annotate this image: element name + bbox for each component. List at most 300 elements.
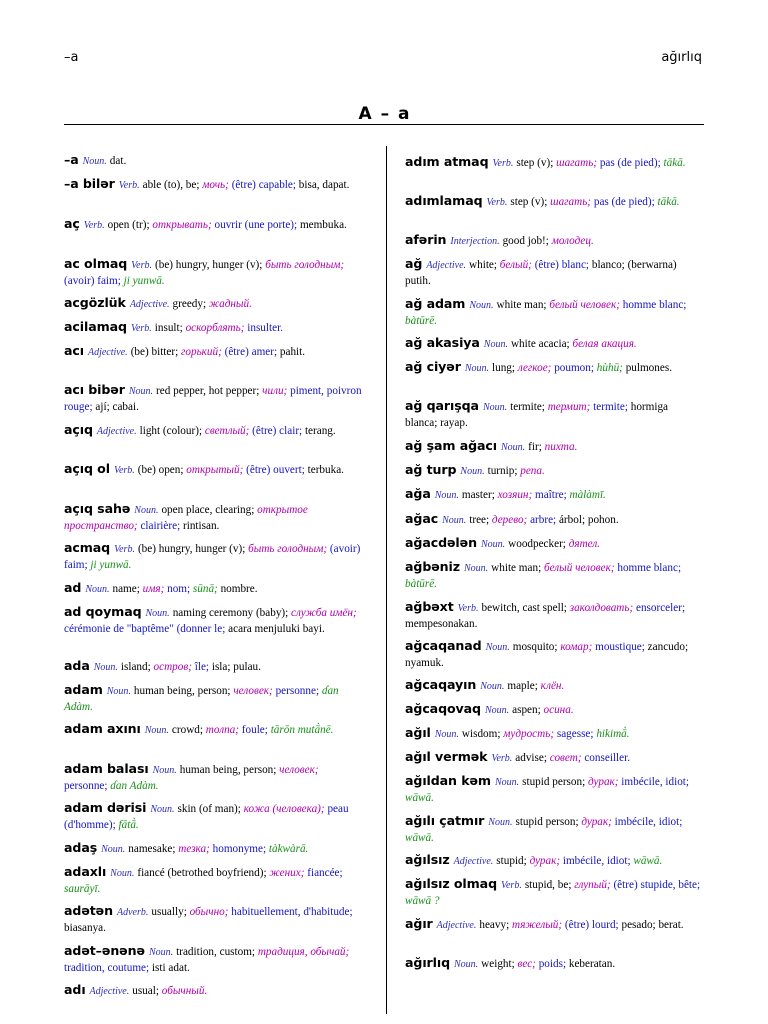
translation-ha: fātā̀. bbox=[118, 818, 139, 831]
part-of-speech: Noun. bbox=[145, 608, 170, 619]
translation-ot: pesado; berat. bbox=[621, 919, 684, 931]
translation-fr: personne; bbox=[275, 685, 322, 697]
translation-ru: хозяин; bbox=[497, 489, 535, 501]
dictionary-entry bbox=[64, 501, 362, 534]
translation-ru: жених; bbox=[269, 867, 308, 879]
headword: acilamaq bbox=[64, 319, 127, 334]
part-of-speech: Noun. bbox=[480, 539, 506, 550]
dictionary-entry bbox=[405, 749, 703, 767]
part-of-speech: Adjective. bbox=[436, 920, 477, 931]
headword: açıq bbox=[64, 422, 93, 437]
translation-ru: мудрость; bbox=[503, 728, 557, 740]
translation-ru: открывать; bbox=[152, 219, 215, 231]
dictionary-entry bbox=[405, 813, 703, 846]
translation-fr: poids; bbox=[538, 958, 569, 970]
part-of-speech: Noun. bbox=[152, 765, 177, 776]
translation-ru: термит; bbox=[547, 401, 594, 413]
running-header-last-word: ağırlıq bbox=[661, 50, 702, 65]
translation-fr: homme blanc; bbox=[622, 299, 687, 311]
headword: adaxlı bbox=[64, 864, 107, 879]
translation-ru: репа. bbox=[520, 465, 545, 477]
dictionary-entry bbox=[64, 604, 362, 637]
translation-en: white man; bbox=[496, 299, 550, 311]
translation-ot: zancudo; nyamuk. bbox=[405, 641, 689, 669]
dictionary-entry bbox=[64, 800, 362, 833]
headword: ağ akasiya bbox=[405, 335, 480, 350]
translation-en: woodpecker; bbox=[508, 538, 569, 550]
headword: –a bilər bbox=[64, 176, 115, 191]
translation-en: step (v); bbox=[516, 157, 557, 169]
translation-en: naming ceremony (baby); bbox=[172, 607, 292, 619]
translation-ot: isti adat. bbox=[151, 961, 190, 974]
translation-ru: комар; bbox=[560, 641, 596, 653]
translation-ru: совет; bbox=[549, 752, 585, 764]
translation-ha: ji yunwā. bbox=[90, 558, 132, 571]
translation-en: aspen; bbox=[512, 704, 544, 716]
translation-fr: insulter. bbox=[247, 322, 283, 334]
translation-en: step (v); bbox=[510, 196, 551, 208]
translation-fr: tradition, coutume; bbox=[64, 961, 152, 974]
part-of-speech: Noun. bbox=[460, 466, 485, 477]
translation-ru: служба имён; bbox=[291, 607, 357, 619]
translation-en: dat. bbox=[109, 155, 127, 167]
part-of-speech: Noun. bbox=[494, 777, 520, 788]
translation-fr: imbécile, idiot; bbox=[621, 776, 690, 788]
headword: adaş bbox=[64, 840, 98, 855]
translation-ha: wāwā. bbox=[405, 831, 434, 844]
headword: ağ bbox=[405, 256, 423, 271]
part-of-speech: Verb. bbox=[118, 180, 140, 191]
dictionary-entry bbox=[405, 232, 703, 250]
part-of-speech: Verb. bbox=[113, 465, 135, 476]
headword: açıq sahə bbox=[64, 501, 131, 516]
part-of-speech: Noun. bbox=[483, 339, 508, 350]
translation-ru: глупый; bbox=[574, 879, 614, 891]
part-of-speech: Noun. bbox=[134, 505, 159, 516]
translation-fr: poumon; bbox=[554, 362, 597, 374]
part-of-speech: Noun. bbox=[434, 490, 459, 501]
translation-ha: hikimā̀. bbox=[596, 728, 630, 740]
part-of-speech: Adjective. bbox=[129, 299, 170, 310]
translation-ha: wāwā. bbox=[405, 791, 434, 804]
headword: ağ qarışqa bbox=[405, 398, 479, 413]
translation-ha: ɗan Adàm. bbox=[110, 779, 159, 792]
headword: adı bbox=[64, 982, 86, 997]
translation-ha: tàkwàrā. bbox=[268, 843, 309, 855]
translation-en: heavy; bbox=[479, 919, 512, 931]
translation-ot: membuka. bbox=[299, 219, 347, 231]
part-of-speech: Verb. bbox=[114, 544, 135, 555]
translation-fr: (avoir) faim; bbox=[64, 274, 124, 287]
translation-ru: традиция, обычай; bbox=[257, 946, 350, 958]
part-of-speech: Adjective. bbox=[96, 426, 137, 437]
translation-fr: pas (de pied); bbox=[593, 196, 658, 208]
translation-en: white acacia; bbox=[510, 338, 573, 350]
headword: adətən bbox=[64, 903, 113, 918]
headword: ağcaqanad bbox=[405, 638, 482, 653]
translation-ha: ji yunwā. bbox=[123, 274, 165, 287]
translation-ru: молодец. bbox=[551, 235, 594, 247]
headword: acgözlük bbox=[64, 295, 126, 310]
headword: adət–ənənə bbox=[64, 943, 145, 958]
headword: adam balası bbox=[64, 761, 149, 776]
part-of-speech: Verb. bbox=[500, 880, 522, 891]
translation-ru: обычно; bbox=[189, 906, 232, 918]
dictionary-entry bbox=[64, 422, 362, 440]
headword: aç bbox=[64, 216, 80, 231]
translation-fr: moustique; bbox=[595, 641, 648, 653]
dictionary-entry bbox=[405, 916, 703, 934]
translation-ot: acara menjuluki bayi. bbox=[228, 622, 325, 635]
translation-fr: (être) lourd; bbox=[564, 919, 622, 931]
headword: ağac bbox=[405, 511, 439, 526]
translation-fr: arbre; bbox=[530, 514, 559, 526]
headword: ağılsız olmaq bbox=[405, 876, 497, 891]
translation-en: tradition, custom; bbox=[176, 946, 258, 958]
translation-ha: wāwā. bbox=[633, 855, 663, 867]
dictionary-entry bbox=[405, 701, 703, 719]
translation-fr: clairière; bbox=[140, 519, 183, 532]
dictionary-entry bbox=[405, 438, 703, 456]
translation-en: stupid, be; bbox=[524, 879, 575, 891]
dictionary-entry bbox=[64, 176, 362, 194]
translation-en: human being, person; bbox=[179, 764, 280, 776]
part-of-speech: Noun. bbox=[148, 947, 174, 958]
translation-ru: тезка; bbox=[178, 843, 213, 855]
headword: adam dərisi bbox=[64, 800, 147, 815]
translation-en: able (to), be; bbox=[142, 179, 203, 191]
translation-fr: nom; bbox=[167, 583, 193, 595]
translation-ot: isla; pulau. bbox=[211, 661, 261, 673]
translation-en: island; bbox=[120, 661, 154, 673]
translation-ru: открытый; bbox=[186, 464, 247, 476]
headword: ağcaqayın bbox=[405, 677, 477, 692]
translation-ru: белая акация. bbox=[572, 338, 637, 350]
dictionary-entry bbox=[405, 256, 703, 289]
part-of-speech: Verb. bbox=[131, 260, 152, 271]
translation-ru: белый; bbox=[499, 259, 535, 271]
part-of-speech: Noun. bbox=[93, 662, 118, 673]
translation-en: open (tr); bbox=[107, 219, 153, 231]
translation-ot: hormiga blanca; rayap. bbox=[405, 401, 669, 429]
part-of-speech: Noun. bbox=[85, 584, 110, 595]
translation-en: insult; bbox=[154, 322, 186, 334]
part-of-speech: Noun. bbox=[501, 442, 526, 453]
translation-ru: оскорблять; bbox=[185, 322, 248, 334]
translation-en: turnip; bbox=[487, 465, 521, 477]
translation-ru: имя; bbox=[142, 583, 168, 595]
dictionary-entry bbox=[64, 540, 362, 573]
translation-en: open place, clearing; bbox=[161, 504, 258, 516]
translation-fr: (être) stupide, bête; bbox=[613, 879, 701, 891]
translation-ot: blanco; (berwarna) putih. bbox=[405, 259, 677, 287]
translation-ha: saurāyī. bbox=[64, 882, 101, 895]
dictionary-entry bbox=[405, 486, 703, 504]
translation-en: (be) hungry, hunger (v); bbox=[155, 259, 266, 271]
translation-en: good job!; bbox=[502, 235, 552, 247]
headword: ad qoymaq bbox=[64, 604, 142, 619]
translation-ot: bisa, dapat. bbox=[298, 179, 350, 191]
translation-ru: жадный. bbox=[208, 298, 252, 310]
translation-fr: piment, poivron rouge; bbox=[64, 385, 362, 413]
part-of-speech: Verb. bbox=[130, 323, 152, 334]
headword: ağbəniz bbox=[405, 559, 460, 574]
headword: adımlamaq bbox=[405, 193, 483, 208]
dictionary-entry bbox=[64, 256, 362, 289]
translation-en: wisdom; bbox=[461, 728, 504, 740]
part-of-speech: Noun. bbox=[106, 686, 131, 697]
translation-en: advise; bbox=[515, 752, 550, 764]
dictionary-entry bbox=[64, 682, 362, 715]
translation-fr: homonyme; bbox=[212, 843, 269, 855]
translation-ot: keberatan. bbox=[568, 958, 616, 970]
translation-en: maple; bbox=[507, 680, 541, 692]
translation-ru: легкое; bbox=[517, 362, 555, 374]
translation-ha: ɗan Adàm. bbox=[64, 685, 339, 713]
translation-ru: шагать; bbox=[550, 196, 594, 208]
headword: açıq ol bbox=[64, 461, 110, 476]
translation-ru: быть голодным; bbox=[248, 543, 330, 555]
dictionary-entry bbox=[64, 152, 362, 170]
translation-fr: peau (d'homme); bbox=[64, 803, 349, 831]
translation-en: bewitch, cast spell; bbox=[481, 602, 570, 614]
dictionary-entry bbox=[64, 343, 362, 361]
part-of-speech: Adjective. bbox=[89, 986, 130, 997]
dictionary-entry bbox=[64, 982, 362, 1000]
translation-fr: cérémonie de "baptême" (donner le; bbox=[64, 622, 229, 635]
translation-en: name; bbox=[112, 583, 143, 595]
translation-ru: дурак; bbox=[581, 816, 615, 828]
translation-ru: горький; bbox=[181, 346, 225, 358]
headword: ağcaqovaq bbox=[405, 701, 481, 716]
translation-ru: чили; bbox=[262, 385, 291, 397]
dictionary-entry bbox=[64, 461, 362, 479]
translation-ru: клён. bbox=[540, 680, 565, 692]
dictionary-entry bbox=[405, 193, 703, 211]
dictionary-entry bbox=[64, 580, 362, 598]
translation-fr: (être) blanc; bbox=[534, 259, 592, 271]
translation-fr: sagesse; bbox=[556, 728, 597, 740]
translation-ot: terang. bbox=[304, 425, 336, 437]
part-of-speech: Adjective. bbox=[87, 347, 128, 358]
part-of-speech: Verb. bbox=[486, 197, 508, 208]
dictionary-entry bbox=[405, 725, 703, 743]
translation-ru: человек; bbox=[279, 764, 319, 776]
headword: acı bibər bbox=[64, 382, 125, 397]
translation-ha: màlàmī. bbox=[569, 489, 606, 501]
translation-en: mosquito; bbox=[512, 641, 561, 653]
translation-en: greedy; bbox=[172, 298, 209, 310]
headword: ağbəxt bbox=[405, 599, 454, 614]
translation-fr: personne; bbox=[64, 779, 111, 792]
headword: adam bbox=[64, 682, 103, 697]
part-of-speech: Noun. bbox=[484, 705, 510, 716]
column-divider bbox=[386, 146, 387, 1014]
translation-ot: mempesonakan. bbox=[405, 617, 478, 630]
translation-fr: pas (de pied); bbox=[599, 157, 664, 169]
headword: ağ şam ağacı bbox=[405, 438, 497, 453]
translation-ot: biasanya. bbox=[64, 921, 106, 934]
translation-en: white; bbox=[469, 259, 500, 271]
translation-ot: terbuka. bbox=[307, 464, 344, 476]
translation-en: human being, person; bbox=[133, 685, 234, 697]
translation-ha: bàtūrē. bbox=[405, 577, 438, 590]
title-rule bbox=[64, 124, 704, 125]
dictionary-entry bbox=[405, 852, 703, 870]
translation-fr: ouvrir (une porte); bbox=[214, 219, 300, 231]
headword: ağılsız bbox=[405, 852, 450, 867]
dictionary-entry bbox=[405, 638, 703, 671]
translation-en: termite; bbox=[510, 401, 548, 413]
translation-fr: habituellement, d'habitude; bbox=[231, 906, 353, 918]
dictionary-entry bbox=[405, 511, 703, 529]
headword: ağırlıq bbox=[405, 955, 450, 970]
dictionary-entry bbox=[64, 216, 362, 234]
headword: ağır bbox=[405, 916, 433, 931]
part-of-speech: Noun. bbox=[82, 156, 107, 167]
headword: ada bbox=[64, 658, 90, 673]
part-of-speech: Noun. bbox=[482, 402, 508, 413]
headword: acı bbox=[64, 343, 84, 358]
translation-ha: bàtūrē. bbox=[405, 314, 438, 327]
part-of-speech: Noun. bbox=[144, 725, 169, 736]
translation-en: weight; bbox=[481, 958, 518, 970]
dictionary-entry bbox=[405, 559, 703, 592]
dictionary-entry bbox=[405, 335, 703, 353]
running-header-first-word: –a bbox=[64, 50, 79, 65]
translation-ru: вес; bbox=[517, 958, 539, 970]
translation-ot: rintisan. bbox=[182, 519, 220, 532]
part-of-speech: Noun. bbox=[463, 563, 489, 574]
translation-ru: быть голодным; bbox=[265, 259, 345, 271]
translation-ru: шагать; bbox=[556, 157, 600, 169]
translation-ha: wāwā ? bbox=[405, 894, 440, 907]
translation-ha: tārōn mutā̀nē. bbox=[270, 724, 334, 736]
dictionary-entry bbox=[405, 535, 703, 553]
translation-ot: árbol; pohon. bbox=[558, 514, 619, 526]
translation-ot: ají; cabai. bbox=[95, 400, 139, 413]
headword: ağa bbox=[405, 486, 431, 501]
part-of-speech: Noun. bbox=[485, 642, 510, 653]
translation-fr: maître; bbox=[535, 489, 570, 501]
translation-ha: tākā. bbox=[663, 157, 686, 169]
dictionary-entry bbox=[64, 319, 362, 337]
translation-ru: светлый; bbox=[204, 425, 253, 437]
headword: ağ adam bbox=[405, 296, 466, 311]
part-of-speech: Noun. bbox=[469, 300, 494, 311]
translation-en: master; bbox=[461, 489, 498, 501]
translation-en: stupid; bbox=[496, 855, 530, 867]
translation-en: usual; bbox=[132, 985, 162, 997]
part-of-speech: Interjection. bbox=[450, 236, 500, 247]
part-of-speech: Noun. bbox=[480, 681, 505, 692]
part-of-speech: Verb. bbox=[83, 220, 105, 231]
dictionary-entry bbox=[405, 154, 703, 172]
part-of-speech: Verb. bbox=[491, 753, 513, 764]
dictionary-entry bbox=[64, 840, 362, 858]
translation-en: crowd; bbox=[171, 724, 206, 736]
dictionary-entry bbox=[405, 296, 703, 329]
dictionary-entry bbox=[405, 398, 703, 431]
translation-en: skin (of man); bbox=[177, 803, 244, 815]
part-of-speech: Noun. bbox=[488, 817, 513, 828]
translation-en: (be) open; bbox=[137, 464, 187, 476]
translation-fr: foule; bbox=[241, 724, 271, 736]
headword: adım atmaq bbox=[405, 154, 489, 169]
translation-ru: белый человек; bbox=[549, 299, 623, 311]
translation-ru: кожа (человека); bbox=[243, 803, 328, 815]
translation-ru: толпа; bbox=[205, 724, 242, 736]
translation-fr: homme blanc; bbox=[617, 562, 682, 574]
part-of-speech: Adjective. bbox=[453, 856, 494, 867]
headword: afərin bbox=[405, 232, 447, 247]
dictionary-entry bbox=[64, 761, 362, 794]
translation-ru: остров; bbox=[153, 661, 195, 673]
headword: acmaq bbox=[64, 540, 111, 555]
part-of-speech: Noun. bbox=[454, 959, 479, 970]
part-of-speech: Verb. bbox=[492, 158, 514, 169]
dictionary-entry bbox=[64, 943, 362, 976]
translation-en: (be) hungry, hunger (v); bbox=[137, 543, 249, 555]
part-of-speech: Noun. bbox=[101, 844, 126, 855]
translation-fr: (avoir) faim; bbox=[64, 543, 361, 571]
translation-ot: pahit. bbox=[279, 346, 306, 358]
part-of-speech: Adverb. bbox=[116, 907, 149, 918]
headword: ağacdələn bbox=[405, 535, 477, 550]
dictionary-entry bbox=[64, 864, 362, 897]
translation-fr: ensorceler; bbox=[635, 602, 686, 614]
headword: ad bbox=[64, 580, 82, 595]
translation-ha: tākā. bbox=[657, 196, 680, 208]
headword: ac olmaq bbox=[64, 256, 128, 271]
headword: ağıldan kəm bbox=[405, 773, 491, 788]
translation-en: light (colour); bbox=[139, 425, 205, 437]
dictionary-entry bbox=[64, 658, 362, 676]
section-title: A – a bbox=[358, 104, 410, 124]
translation-fr: termite; bbox=[593, 401, 631, 413]
translation-fr: imbécile, idiot; bbox=[614, 816, 683, 828]
translation-en: namesake; bbox=[128, 843, 179, 855]
translation-ru: пихта. bbox=[544, 441, 578, 453]
dictionary-entry bbox=[64, 382, 362, 415]
translation-en: lung; bbox=[492, 362, 518, 374]
translation-fr: imbécile, idiot; bbox=[562, 855, 634, 867]
translation-fr: île; bbox=[194, 661, 212, 673]
part-of-speech: Noun. bbox=[128, 386, 154, 397]
translation-ru: дерево; bbox=[491, 514, 531, 526]
translation-ru: заколдовать; bbox=[569, 602, 636, 614]
translation-fr: (être) clair; bbox=[252, 425, 305, 437]
translation-en: fir; bbox=[528, 441, 545, 453]
translation-ru: белый человек; bbox=[543, 562, 618, 574]
translation-en: (be) bitter; bbox=[130, 346, 182, 358]
part-of-speech: Adjective. bbox=[426, 260, 467, 271]
translation-en: usually; bbox=[151, 906, 190, 918]
headword: ağıl vermək bbox=[405, 749, 488, 764]
translation-ru: тяжелый; bbox=[511, 919, 565, 931]
translation-fr: (être) ouvert; bbox=[246, 464, 308, 476]
translation-ot: pulmones. bbox=[625, 362, 672, 374]
dictionary-entry bbox=[405, 462, 703, 480]
translation-ru: дурак; bbox=[529, 855, 563, 867]
part-of-speech: Noun. bbox=[150, 804, 175, 815]
translation-fr: (être) amer; bbox=[224, 346, 280, 358]
headword: ağ ciyər bbox=[405, 359, 461, 374]
dictionary-entry bbox=[405, 599, 703, 632]
part-of-speech: Noun. bbox=[442, 515, 467, 526]
dictionary-entry bbox=[64, 903, 362, 936]
headword: adam axını bbox=[64, 721, 141, 736]
